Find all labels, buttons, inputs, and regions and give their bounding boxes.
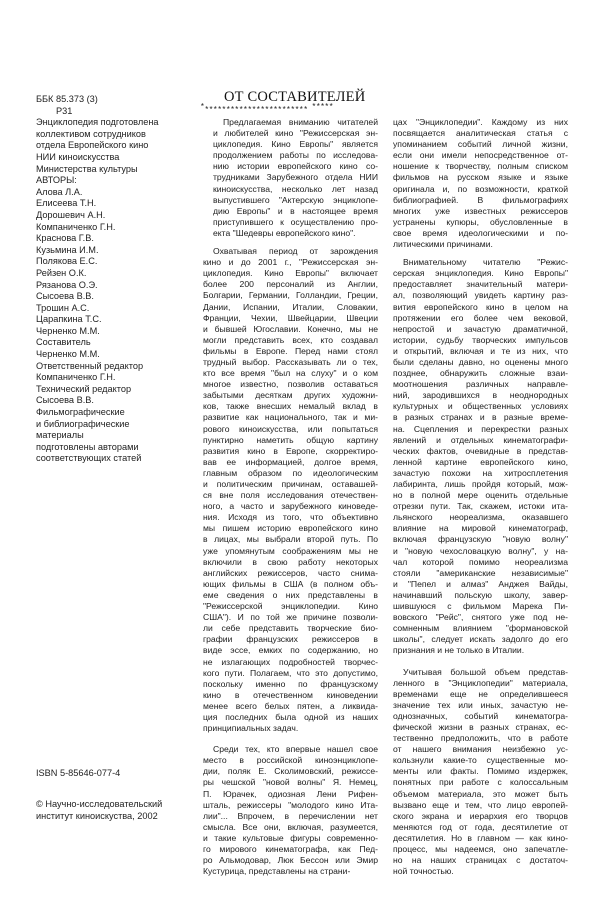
text-line: графии французских режиссеров в xyxy=(203,634,378,645)
text-line: "Режиссерской энциклопедии. Кино xyxy=(203,601,378,612)
text-line: если они имели непосредственное от- xyxy=(393,150,568,161)
authors-list xyxy=(36,187,196,338)
text-line: циклопедия. Кино Европы" включает xyxy=(203,268,378,279)
authors-heading: АВТОРЫ: xyxy=(36,175,77,186)
materials-line: Фильмографические xyxy=(36,407,125,418)
text-line: в лицах, мы выбрали второй путь. По xyxy=(203,534,378,545)
materials-line: и библиографические xyxy=(36,418,130,429)
text-line: Учитывая большой объем представ- xyxy=(403,666,568,677)
text-line: нию истории европейского кино со- xyxy=(213,161,378,172)
text-line: ной точностью. xyxy=(393,866,454,877)
text-line: и открытий, включая и те из них, что xyxy=(393,345,568,356)
text-line: Охватывая период от зарождения xyxy=(213,246,378,257)
text-line: библиографией. В фильмографиях xyxy=(393,194,568,205)
materials-line: соответствующих статей xyxy=(36,453,142,464)
text-line: непростой и зачастую драматичной, xyxy=(393,323,568,334)
text-line: временами еще не определившееся xyxy=(393,688,568,699)
author-name: Трошин А.С. xyxy=(36,302,90,313)
text-line: кино и до 2001 г., "Режиссерская эн- xyxy=(203,257,378,268)
text-line: еме сведения о них представлены в xyxy=(203,589,378,600)
text-line: выпустившего "Актерскую энциклопе- xyxy=(213,194,378,205)
text-line: ли себе представить творческие био- xyxy=(203,623,378,634)
text-line: ческих фактов, очевидные в представ- xyxy=(393,445,568,456)
text-line: трудниками Зарубежного отдела НИИ xyxy=(213,172,378,183)
organization-line: Энциклопедия подготовлена xyxy=(36,117,159,128)
text-line: кто все время "был на слуху" и о ком xyxy=(203,368,378,379)
author-name: Кузьмина И.М. xyxy=(36,244,99,255)
text-line: более 200 персоналий из Англии, xyxy=(203,279,378,290)
text-line: ющих фильмы в США (в полном объ- xyxy=(203,578,378,589)
text-line: ро Альмодовар, Люк Бессон или Эмир xyxy=(203,855,378,866)
paragraph-scope xyxy=(203,246,378,734)
text-line: явлений и отдельных кинематографи- xyxy=(393,434,568,445)
materials-line: материалы xyxy=(36,430,84,441)
text-line: дию Европы" и в настоящее время xyxy=(213,205,378,216)
organization-line: коллективом сотрудников xyxy=(36,128,146,139)
author-name: Рязанова О.Э. xyxy=(36,279,98,290)
organization-line: НИИ киноискусства xyxy=(36,151,120,162)
text-line: развития кино в Европе, скорректиро- xyxy=(203,445,378,456)
text-line: фильмы в Европе. Перед нами стоял xyxy=(203,345,378,356)
text-line: вовского "Рейс", снятого уже под не- xyxy=(393,612,568,623)
technical-editor-credit xyxy=(36,384,196,407)
organization-line: отдела Европейского кино xyxy=(36,140,149,151)
text-line: екта "Шедевры европейского кино". xyxy=(213,227,356,238)
text-line: ал, позволяющий увидеть картину раз- xyxy=(393,290,568,301)
text-line: смысла. Все они, включая, разумеется, xyxy=(203,821,378,832)
text-line: шившуюся с фильмом Марека Пи- xyxy=(393,601,568,612)
text-line: фильмов на русском языке и языке xyxy=(393,172,568,183)
author-name: Царапкина Т.С. xyxy=(36,314,102,325)
text-line: сомненным влиянием "формановской xyxy=(393,623,568,634)
text-line: льянского неореализма, оказавшего xyxy=(393,512,568,523)
text-line: истории, судьбу творческих импульсов xyxy=(393,334,568,345)
text-line: цах "Энциклопедии". Каждому из них xyxy=(393,117,568,127)
copyright-notice xyxy=(36,799,206,822)
copyright-line: институт киноискуства, 2002 xyxy=(36,810,158,821)
article-title: ОТ СОСТАВИТЕЛЕЙ xyxy=(224,89,366,105)
text-line: устранены купюры, обусловленные в xyxy=(393,216,568,227)
text-line: влияние на мировой кинематограф, xyxy=(393,523,568,534)
text-line: ния. Исходя из того, что объективно xyxy=(203,512,378,523)
text-line: кино в отечественном киноведении xyxy=(203,689,378,700)
materials-line: подготовлены авторами xyxy=(36,441,139,452)
text-line: многих уже известных режиссеров xyxy=(393,205,568,216)
author-name: Алова Л.А. xyxy=(36,186,83,197)
text-line: кого пути. Полагаем, что это допустимо, xyxy=(203,667,378,678)
text-line: США"). И по той же причине позволи- xyxy=(203,612,378,623)
text-line: шталь, режиссеры "молодого кино Ита- xyxy=(203,799,378,810)
role-name: Сысоева В.В. xyxy=(36,395,94,406)
author-name: Черненко М.М. xyxy=(36,325,100,336)
isbn: ISBN 5-85646-077-4 xyxy=(36,768,121,778)
text-line: кользнули какие-то существенные мо- xyxy=(393,755,568,766)
text-line: зачастую похожи на хитросплетения xyxy=(393,467,568,478)
text-line: место в российской киноэнциклопе- xyxy=(203,755,378,766)
text-line: трудный выбор. Рассказывать ли о тех, xyxy=(203,356,378,367)
author-name: Компаниченко Г.Н. xyxy=(36,221,116,232)
paragraph-attentive-reader xyxy=(393,257,568,656)
text-line: начинавший польскую школу, завер- xyxy=(393,589,568,600)
paragraph-intro xyxy=(203,117,378,239)
organization-line: Министерства культуры xyxy=(36,163,138,174)
materials-note xyxy=(36,407,196,465)
text-line: менее всего белых пятен, а ликвида- xyxy=(203,700,378,711)
author-name: Полякова Е.С. xyxy=(36,256,98,267)
text-line: развитие как национального, так и ми- xyxy=(203,412,378,423)
text-line: уже упомянутым соображениям мы не xyxy=(203,545,378,556)
article-column-1 xyxy=(203,117,378,877)
text-line: были сделаны давно, но оценены много xyxy=(393,356,568,367)
text-line: мы пишем историю европейского кино xyxy=(203,523,378,534)
text-line: пунктирно наметить общую картину xyxy=(203,434,378,445)
text-line: поскольку именно по французскому xyxy=(203,678,378,689)
text-line: рового киноискусства, или попытаться xyxy=(203,423,378,434)
author-mark: Р31 xyxy=(56,105,73,116)
text-line: П. Юрачек, одиозная Лени Рифен- xyxy=(203,788,378,799)
text-line: Болгарии, Германии, Голландии, Греции, xyxy=(203,290,378,301)
text-line: Дании, Испании, Италии, Словакии, xyxy=(203,301,378,312)
text-line: ного, а часто и зарубежного киноведе- xyxy=(203,501,378,512)
author-name: Дорошевич А.Н. xyxy=(36,209,106,220)
text-line: культурных и общественных условиях xyxy=(393,401,568,412)
text-line: ношение к творчеству, полным списком xyxy=(393,161,568,172)
author-name: Сысоева В.В. xyxy=(36,291,94,302)
text-line: вития европейского кино в целом на xyxy=(393,301,568,312)
text-line: позднее, обнаружить сложные взаи- xyxy=(393,368,568,379)
text-line: и политическим причинам, оставашей- xyxy=(203,479,378,489)
text-line: моотношения различных направле- xyxy=(393,379,568,390)
text-line: протяжении его более чем вековой, xyxy=(393,312,568,323)
text-line: на. Сцепления и перекрестки разных xyxy=(393,423,568,434)
text-line: однозначных, событий кинематогра- xyxy=(393,710,568,721)
text-line: объемом материала, это может быть xyxy=(393,788,568,799)
text-line: главным образом по идеологическим xyxy=(203,467,378,478)
text-line: Предлагаемая вниманию читателей xyxy=(223,117,378,127)
text-line: меняются год от года, десятилетие от xyxy=(393,821,568,832)
text-line: дии, поляк Е. Сколимовский, режиссе- xyxy=(203,766,378,777)
text-line: ленного в "Энциклопедии" материала, xyxy=(393,677,568,688)
text-line: отрезки пути. Так, скажем, истоки ита- xyxy=(393,501,568,512)
text-line: го мирового кинематографа, как Пед- xyxy=(203,844,378,854)
text-line: киноискусства, несколько лет назад xyxy=(213,183,378,194)
text-line: признания и не только в Италии. xyxy=(393,645,525,656)
text-line: но на наших страницах с достаточ- xyxy=(393,855,568,866)
text-line: английских режиссеров, часто снима- xyxy=(203,567,378,578)
text-line: значение тех или иных, зачастую не- xyxy=(393,699,568,710)
text-line: ков, также внесших немалый вклад в xyxy=(203,401,378,412)
text-line: и любителей кино "Режиссерская эн- xyxy=(213,128,378,139)
text-line: и "новую чехословацкую волну", у на- xyxy=(393,545,568,556)
text-line: посвящается аналитическая статья с xyxy=(393,128,568,139)
text-line: вав ее информацией, долгое время, xyxy=(203,456,378,467)
author-name: Краснова Г.В. xyxy=(36,233,94,244)
paragraph-limitations xyxy=(393,667,568,878)
text-line: и бывшей Югославии. Конечно, мы не xyxy=(203,323,378,334)
article-column-2 xyxy=(393,117,568,877)
text-line: включая французскую "новую волну" xyxy=(393,534,568,545)
text-line: чал которой помимо неореализма xyxy=(393,556,568,567)
text-line: десятилетия. Но в главном — как кино- xyxy=(393,832,568,843)
copyright-line: © Научно-исследовательский xyxy=(36,799,163,809)
text-line: ний, зародившихся в неоднородных xyxy=(393,390,568,401)
text-line: многое известно, позволив оставаться xyxy=(203,379,378,390)
author-name: Рейзен О.К. xyxy=(36,267,87,278)
text-line: вызвано еще и тем, что лицо европей- xyxy=(393,799,568,810)
role-name: Компаниченко Г.Н. xyxy=(36,372,116,383)
text-line: и "Пепел и алмаз" Анджея Вайды, xyxy=(393,578,568,589)
text-line: виде эссе, емких по содержанию, но xyxy=(203,645,378,656)
text-line: принципиальных задач. xyxy=(203,723,299,734)
paragraph-continuation xyxy=(393,117,568,250)
text-line: серская энциклопедия. Кино Европы" xyxy=(393,268,568,279)
text-line: стояли "американские независимые" xyxy=(393,567,568,578)
text-line: Франции, Чехии, Швейцарии, Швеции xyxy=(203,312,378,323)
text-line: ры чешской "новой волны" Я. Немец, xyxy=(203,777,378,788)
text-line: ция последних была одной из наших xyxy=(203,711,378,722)
text-line: не излагающих подробностей творчес- xyxy=(203,656,378,667)
imprint-column xyxy=(36,94,196,465)
text-line: Внимательному читателю "Режис- xyxy=(403,257,568,268)
role-name: Черненко М.М. xyxy=(36,349,100,360)
text-line: приступившего к осуществлению про- xyxy=(213,216,378,227)
bbk-code: ББК 85.373 (3) xyxy=(36,94,98,104)
text-line: забытыми десяткам других художни- xyxy=(203,390,378,401)
text-line: фической жизни в разных странах, ес- xyxy=(393,721,568,732)
organization-note xyxy=(36,117,196,175)
compiler-credit xyxy=(36,337,196,360)
text-line: лии"... Впрочем, в перечислении нет xyxy=(203,810,378,821)
chief-editor-credit xyxy=(36,361,196,384)
ornament-stars-line: ************************ xyxy=(204,106,308,115)
text-line: продолжением работы по исследова- xyxy=(213,150,378,161)
text-line: могли представить всех, кто создавал xyxy=(203,334,378,345)
role-title: Технический редактор xyxy=(36,383,132,394)
text-line: понятных при работе с колоссальным xyxy=(393,777,568,788)
text-line: но в полной мере оценить отдельные xyxy=(393,490,568,501)
text-line: предоставляет значительный матери- xyxy=(393,279,568,290)
role-title: Ответственный редактор xyxy=(36,360,144,371)
title-ornament xyxy=(200,103,334,115)
text-line: ского экрана и иерархия его творцов xyxy=(393,810,568,821)
text-line: тественно предположить, что в работе xyxy=(393,733,568,744)
text-line: ленной картине европейского кино, xyxy=(393,456,568,467)
text-line: лабиринта, лишь пройдя который, мож- xyxy=(393,479,568,489)
ornament-stars-tail: ***** xyxy=(311,103,334,112)
paragraph-newcomers xyxy=(203,744,378,877)
role-title: Составитель xyxy=(36,337,91,348)
text-line: Среди тех, кто впервые нашел свое xyxy=(213,744,378,755)
text-line: процесс, мы надеемся, оно запечатле- xyxy=(393,844,568,854)
text-line: включили в свою работу некоторых xyxy=(203,556,378,567)
text-line: от нашего внимания неизбежно ус- xyxy=(393,744,568,755)
text-line: литическими причинами. xyxy=(393,239,493,250)
text-line: упоминанием событий личной жизни, xyxy=(393,139,568,150)
text-line: менты или факты. Помимо издержек, xyxy=(393,766,568,777)
text-line: Кустурица, представлены на страни- xyxy=(203,866,351,877)
ornament-star: * xyxy=(200,103,205,112)
author-name: Елисеева Т.Н. xyxy=(36,198,97,209)
text-line: свое время идеологическими и по- xyxy=(393,227,568,238)
text-line: циклопедия. Кино Европы" является xyxy=(213,139,378,150)
text-line: и такие культовые фигуры современно- xyxy=(203,832,378,843)
text-line: в разных странах и в разные време- xyxy=(393,412,568,423)
text-line: оригинала и, по возможности, краткой xyxy=(393,183,568,194)
text-line: школы", следует искать задолго до его xyxy=(393,634,568,645)
text-line: ся вне поля исследования отечествен- xyxy=(203,490,378,501)
